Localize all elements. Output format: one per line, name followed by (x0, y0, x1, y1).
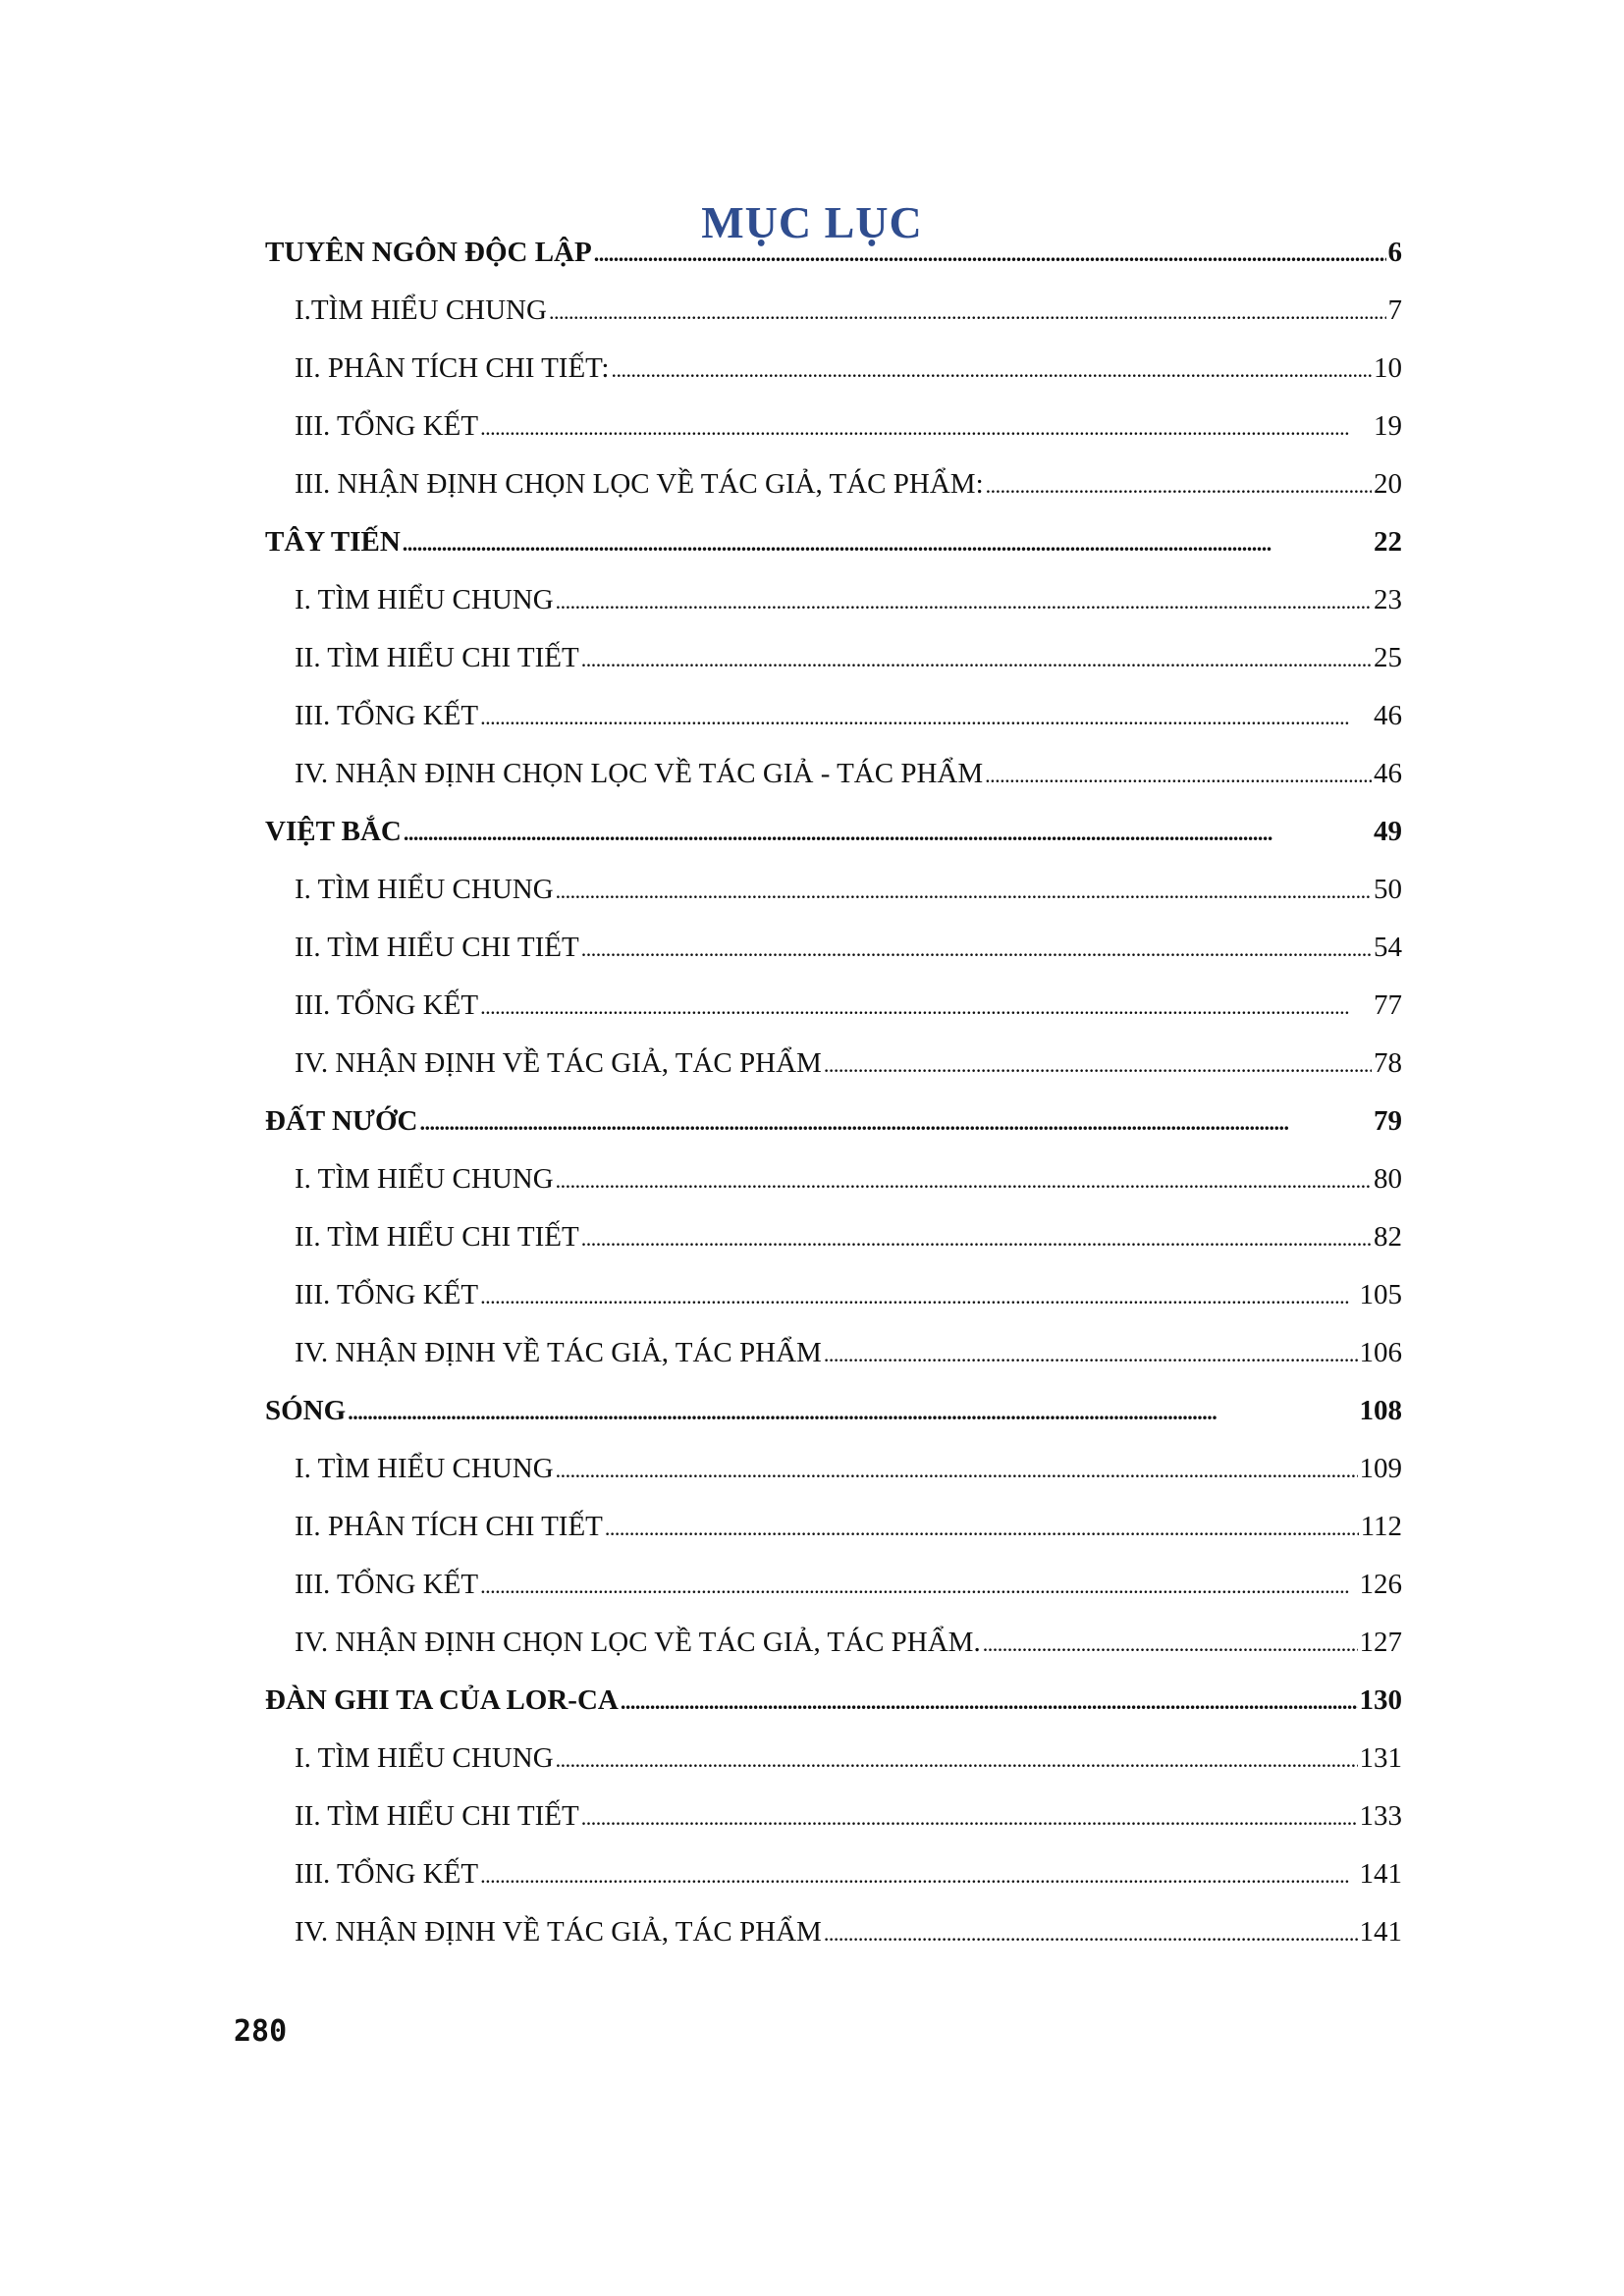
toc-entry[interactable] (265, 977, 1402, 1035)
toc-entry[interactable] (265, 1208, 1402, 1266)
toc-entry-label: II. TÌM HIỂU CHI TIẾT (295, 1800, 579, 1832)
toc-entry[interactable] (265, 398, 1402, 455)
toc-entry-label: III. TỔNG KẾT (295, 1858, 479, 1890)
toc-entry[interactable] (265, 919, 1402, 977)
dot-leader (983, 1614, 1358, 1673)
dot-leader (581, 1208, 1372, 1267)
toc-entry[interactable] (265, 571, 1402, 629)
toc-entry[interactable] (265, 1035, 1402, 1093)
dot-leader (480, 1556, 1357, 1615)
toc-entry[interactable] (265, 224, 1402, 282)
toc-entry[interactable] (265, 861, 1402, 919)
table-of-contents (265, 224, 1402, 1961)
toc-entry-page: 19 (1374, 410, 1402, 442)
toc-entry-page: 109 (1359, 1453, 1402, 1484)
toc-entry-page: 79 (1374, 1105, 1402, 1137)
toc-entry-page: 126 (1359, 1569, 1402, 1600)
toc-entry-label: IV. NHẬN ĐỊNH VỀ TÁC GIẢ, TÁC PHẨM (295, 1916, 822, 1948)
toc-entry[interactable] (265, 629, 1402, 687)
toc-entry[interactable] (265, 803, 1402, 861)
dot-leader (985, 745, 1372, 804)
toc-entry-label: IV. NHẬN ĐỊNH VỀ TÁC GIẢ, TÁC PHẨM (295, 1047, 822, 1079)
toc-entry-label: II. PHÂN TÍCH CHI TIẾT: (295, 352, 610, 384)
toc-entry-page: 25 (1374, 642, 1402, 673)
page-number: 280 (234, 2014, 288, 2049)
toc-entry-label: IV. NHẬN ĐỊNH CHỌN LỌC VỀ TÁC GIẢ - TÁC PHẨM (295, 758, 984, 789)
dot-leader (621, 1672, 1358, 1731)
toc-entry[interactable] (265, 513, 1402, 571)
toc-entry-page: 78 (1374, 1047, 1402, 1079)
dot-leader (480, 398, 1372, 456)
dot-leader (403, 513, 1372, 572)
toc-entry-page: 80 (1374, 1163, 1402, 1195)
dot-leader (605, 1498, 1359, 1557)
dot-leader (556, 1440, 1358, 1499)
toc-entry-page: 105 (1359, 1279, 1402, 1310)
toc-entry-label: II. TÌM HIỂU CHI TIẾT (295, 932, 579, 963)
toc-entry-label: IV. NHẬN ĐỊNH VỀ TÁC GIẢ, TÁC PHẨM (295, 1337, 822, 1368)
toc-entry-label: TUYÊN NGÔN ĐỘC LẬP (265, 237, 592, 268)
toc-entry-page: 141 (1359, 1916, 1402, 1948)
dot-leader (594, 224, 1386, 283)
toc-entry-page: 127 (1359, 1627, 1402, 1658)
toc-entry[interactable] (265, 1845, 1402, 1903)
toc-entry-label: I. TÌM HIỂU CHUNG (295, 584, 554, 615)
toc-entry[interactable] (265, 1614, 1402, 1672)
toc-entry-label: III. TỔNG KẾT (295, 1569, 479, 1600)
toc-entry[interactable] (265, 455, 1402, 513)
toc-entry-label: II. TÌM HIỂU CHI TIẾT (295, 642, 579, 673)
toc-entry[interactable] (265, 1093, 1402, 1150)
toc-entry-page: 23 (1374, 584, 1402, 615)
toc-entry-page: 82 (1374, 1221, 1402, 1253)
dot-leader (581, 919, 1372, 978)
toc-entry-label: I. TÌM HIỂU CHUNG (295, 874, 554, 905)
dot-leader (419, 1093, 1372, 1151)
dot-leader (404, 803, 1372, 862)
dot-leader (480, 687, 1372, 746)
dot-leader (549, 282, 1386, 341)
toc-entry-page: 22 (1374, 526, 1402, 558)
toc-entry[interactable] (265, 1150, 1402, 1208)
toc-entry-page: 77 (1374, 989, 1402, 1021)
toc-entry-page: 133 (1359, 1800, 1402, 1832)
dot-leader (556, 1150, 1372, 1209)
dot-leader (581, 629, 1372, 688)
toc-entry-label: I. TÌM HIỂU CHUNG (295, 1163, 554, 1195)
toc-entry-page: 7 (1387, 294, 1402, 326)
toc-entry[interactable] (265, 1672, 1402, 1730)
toc-entry-label: VIỆT BẮC (265, 816, 402, 847)
toc-entry[interactable] (265, 340, 1402, 398)
dot-leader (986, 455, 1372, 514)
toc-entry[interactable] (265, 1498, 1402, 1556)
toc-entry[interactable] (265, 282, 1402, 340)
toc-entry[interactable] (265, 1788, 1402, 1845)
toc-entry-label: III. NHẬN ĐỊNH CHỌN LỌC VỀ TÁC GIẢ, TÁC PHẨM: (295, 468, 984, 500)
page-title: MỤC LỤC (701, 196, 923, 247)
dot-leader (824, 1324, 1358, 1383)
dot-leader (480, 1845, 1357, 1904)
toc-entry-page: 6 (1387, 237, 1402, 268)
toc-entry-label: ĐẤT NƯỚC (265, 1105, 418, 1137)
toc-entry-page: 112 (1360, 1511, 1402, 1542)
toc-entry[interactable] (265, 1440, 1402, 1498)
toc-entry-page: 49 (1374, 816, 1402, 847)
toc-entry-label: II. TÌM HIỂU CHI TIẾT (295, 1221, 579, 1253)
toc-entry[interactable] (265, 687, 1402, 745)
toc-entry-label: ĐÀN GHI TA CỦA LOR-CA (265, 1684, 619, 1716)
toc-entry-label: II. PHÂN TÍCH CHI TIẾT (295, 1511, 603, 1542)
toc-entry-page: 46 (1374, 700, 1402, 731)
toc-entry-page: 106 (1359, 1337, 1402, 1368)
toc-entry-page: 20 (1374, 468, 1402, 500)
toc-entry-label: I.TÌM HIỂU CHUNG (295, 294, 547, 326)
toc-entry[interactable] (265, 745, 1402, 803)
dot-leader (348, 1382, 1357, 1441)
toc-entry-page: 50 (1374, 874, 1402, 905)
toc-entry-page: 10 (1374, 352, 1402, 384)
toc-entry-label: SÓNG (265, 1395, 347, 1426)
toc-entry[interactable] (265, 1266, 1402, 1324)
toc-entry[interactable] (265, 1730, 1402, 1788)
toc-entry-label: I. TÌM HIỂU CHUNG (295, 1453, 554, 1484)
dot-leader (480, 1266, 1357, 1325)
toc-entry[interactable] (265, 1903, 1402, 1961)
toc-entry-label: III. TỔNG KẾT (295, 410, 479, 442)
toc-entry-page: 141 (1359, 1858, 1402, 1890)
toc-entry-label: III. TỔNG KẾT (295, 1279, 479, 1310)
dot-leader (556, 571, 1372, 630)
dot-leader (824, 1035, 1372, 1094)
toc-entry-label: IV. NHẬN ĐỊNH CHỌN LỌC VỀ TÁC GIẢ, TÁC PHẨM. (295, 1627, 981, 1658)
dot-leader (480, 977, 1372, 1036)
toc-entry-page: 46 (1374, 758, 1402, 789)
toc-entry-label: TÂY TIẾN (265, 526, 401, 558)
toc-entry-label: III. TỔNG KẾT (295, 700, 479, 731)
toc-entry[interactable] (265, 1556, 1402, 1614)
dot-leader (612, 340, 1373, 399)
dot-leader (824, 1903, 1358, 1962)
dot-leader (556, 861, 1372, 920)
toc-entry-label: I. TÌM HIỂU CHUNG (295, 1742, 554, 1774)
dot-leader (581, 1788, 1358, 1846)
dot-leader (556, 1730, 1358, 1789)
toc-entry-page: 130 (1359, 1684, 1402, 1716)
toc-entry[interactable] (265, 1382, 1402, 1440)
toc-entry[interactable] (265, 1324, 1402, 1382)
toc-entry-page: 54 (1374, 932, 1402, 963)
toc-entry-page: 131 (1359, 1742, 1402, 1774)
toc-entry-page: 108 (1359, 1395, 1402, 1426)
toc-entry-label: III. TỔNG KẾT (295, 989, 479, 1021)
